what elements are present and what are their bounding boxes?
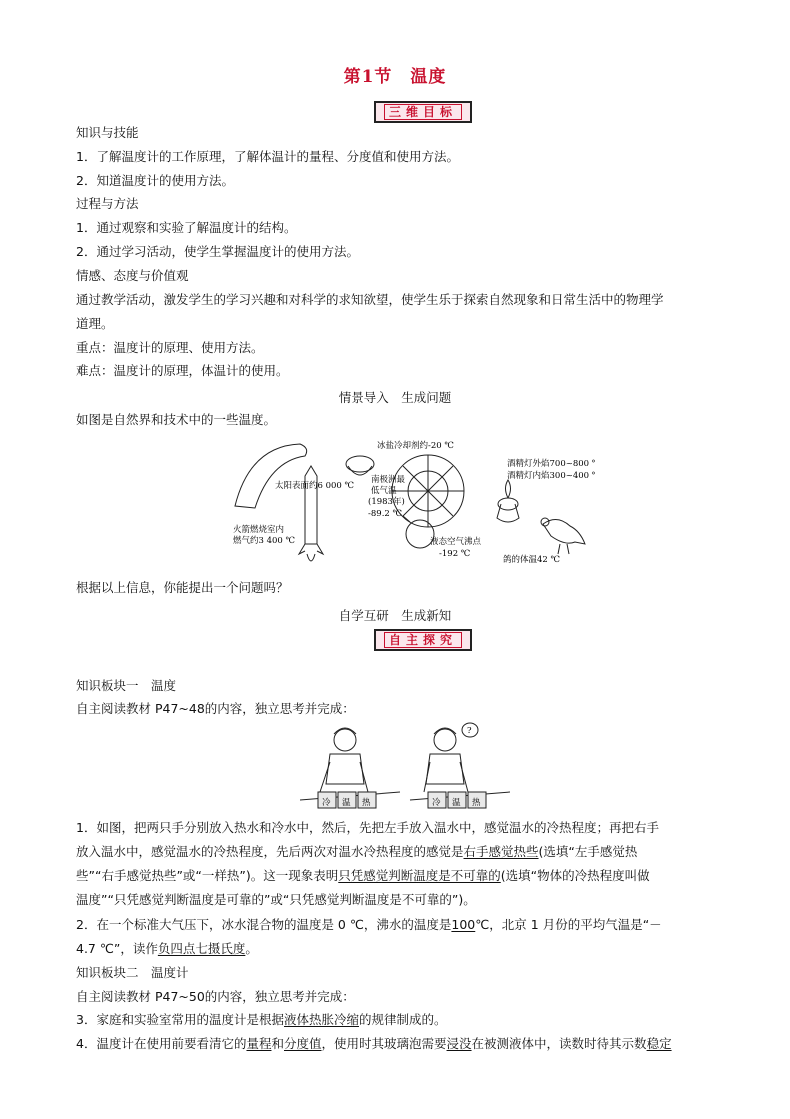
sun-flare-icon	[235, 444, 307, 508]
q1-text-b: (选填“左手感觉热	[538, 844, 638, 859]
temperature-figure-drawing	[225, 436, 595, 576]
person-right-head-icon	[434, 729, 456, 751]
question-1-line-4: 温度”“只凭感觉判断温度是可靠的”或“只凭感觉判断温度是不可靠的”)。	[76, 892, 476, 907]
cup-warm-left-label: 温	[342, 798, 351, 808]
cup-cold-right-label: 冷	[432, 798, 441, 808]
q1-answer-2: 只凭感觉判断温度是不可靠的	[338, 868, 501, 883]
cup-hot-left-label: 热	[362, 798, 371, 808]
q2-answer-1: 100	[451, 917, 476, 932]
label-sun: 太阳表面约6 000 ℃	[275, 481, 355, 491]
q1-text-c: 些”“右手感觉热些”或“一样热”)。这一现象表明	[76, 868, 339, 883]
heading-knowledge: 知识与技能	[76, 125, 139, 140]
rocket-icon	[305, 466, 317, 544]
question-1-line-2	[76, 845, 637, 859]
q1-answer-1: 右手感觉热些	[463, 844, 539, 859]
q2-text-b: ℃，北京 1 月份的平均气温是“－	[475, 917, 662, 932]
heading-emotion: 情感、态度与价值观	[76, 268, 189, 283]
question-2-line-2	[76, 942, 258, 956]
intro-question: 根据以上信息，你能提出一个问题吗？	[76, 580, 289, 595]
question-1-line-1: 1．如图，把两只手分别放入热水和冷水中，然后，先把左手放入温水中，感觉温水的冷热程度；再把右手	[76, 820, 659, 835]
label-rocket-1: 火箭燃烧室内	[233, 525, 285, 535]
goal-emotion-line1: 通过教学活动，激发学生的学习兴趣和对科学的求知欲望，使学生乐于探索自然现象和日常生活中的物理学	[76, 292, 664, 307]
q4-text-a: 4．温度计在使用前要看清它的	[76, 1036, 247, 1051]
goal-knowledge-2: 2．知道温度计的使用方法。	[76, 173, 234, 188]
label-coolant: 冰盐冷却剂约-20 ℃	[377, 441, 454, 451]
goal-process-2: 2．通过学习活动，使学生掌握温度计的使用方法。	[76, 244, 359, 259]
label-liquid-air-1: 液态空气沸点	[430, 537, 482, 547]
label-flame-outer: 酒精灯外焰700~800 ℃	[507, 459, 595, 469]
q3-text-a: 3．家庭和实验室常用的温度计是根据	[76, 1012, 284, 1027]
block-2-heading: 知识板块二 温度计	[76, 965, 189, 980]
label-antarctica-2: 低气温	[371, 486, 397, 496]
question-3	[76, 1013, 447, 1027]
goal-knowledge-1: 1．了解温度计的工作原理，了解体温计的量程、分度值和使用方法。	[76, 149, 459, 164]
person-right-body-icon	[426, 754, 464, 784]
label-pigeon: 鸽的体温42 ℃	[503, 555, 561, 565]
section-heading-intro: 情景导入 生成问题	[338, 390, 452, 405]
q1-text-a: 放入温水中，感觉温水的冷热程度，先后两次对温水冷热程度的感觉是	[76, 844, 464, 859]
badge-explore-text: 自主探究	[384, 632, 462, 648]
intro-text: 如图是自然界和技术中的一些温度。	[76, 412, 277, 427]
question-1-line-3	[76, 869, 650, 883]
cup-warm-right-label: 温	[452, 798, 461, 808]
temperature-figure	[225, 436, 595, 576]
question-4	[76, 1037, 672, 1051]
q2-text-d: 。	[245, 941, 258, 956]
label-antarctica-4: -89.2 ℃	[368, 509, 403, 519]
label-flame-inner: 酒精灯内焰300~400 ℃	[507, 471, 595, 481]
key-point: 重点：温度计的原理、使用方法。	[76, 340, 264, 355]
label-liquid-air-2: -192 ℃	[439, 549, 471, 559]
q4-text-b: 和	[271, 1036, 284, 1051]
q4-answer-2: 分度值	[284, 1036, 322, 1051]
person-left-head-icon	[334, 729, 356, 751]
goal-process-1: 1．通过观察和实验了解温度计的结构。	[76, 220, 297, 235]
q4-text-d: 在被测液体中，读数时待其示数	[471, 1036, 647, 1051]
hands-experiment-figure	[300, 722, 510, 814]
hands-experiment-drawing	[300, 722, 510, 814]
q4-answer-1: 量程	[246, 1036, 272, 1051]
label-rocket-2: 燃气约3 400 ℃	[233, 536, 296, 546]
q4-answer-4: 稳定	[646, 1036, 672, 1051]
difficult-point: 难点：温度计的原理，体温计的使用。	[76, 363, 289, 378]
q2-text-c: 4.7 ℃”，读作	[76, 941, 158, 956]
label-antarctica-3: (1983年)	[368, 497, 405, 507]
q1-text-d: (选填“物体的冷热程度叫做	[500, 868, 650, 883]
q4-answer-3: 浸没	[446, 1036, 472, 1051]
cup-hot-right-label: 热	[472, 798, 481, 808]
thought-bubble-mark: ?	[467, 726, 472, 736]
q4-text-c: ，使用时其玻璃泡需要	[321, 1036, 447, 1051]
cup-cold-left-label: 冷	[322, 798, 331, 808]
read-instruction-2: 自主阅读教材 P47~50的内容，独立思考并完成：	[76, 989, 355, 1004]
section-heading-self-study: 自学互研 生成新知	[338, 608, 452, 623]
badge-explore	[374, 629, 472, 651]
q2-text-a: 2．在一个标准大气压下，冰水混合物的温度是 0 ℃，沸水的温度是	[76, 917, 452, 932]
label-antarctica-1: 南极洲最	[371, 475, 406, 485]
q3-text-b: 的规律制成的。	[358, 1012, 447, 1027]
q3-answer: 液体热胀冷缩	[283, 1012, 359, 1027]
q2-answer-2: 负四点七摄氏度	[157, 941, 246, 956]
goal-emotion-line2: 道理。	[76, 316, 114, 331]
badge-goals	[374, 101, 472, 123]
block-1-heading: 知识板块一 温度	[76, 678, 177, 693]
heading-process: 过程与方法	[76, 196, 139, 211]
read-instruction-1: 自主阅读教材 P47~48的内容，独立思考并完成：	[76, 701, 355, 716]
person-left-body-icon	[326, 754, 364, 784]
badge-goals-text: 三维目标	[384, 104, 462, 120]
page-title: 第1节 温度	[343, 67, 447, 87]
question-2-line-1	[76, 918, 662, 932]
